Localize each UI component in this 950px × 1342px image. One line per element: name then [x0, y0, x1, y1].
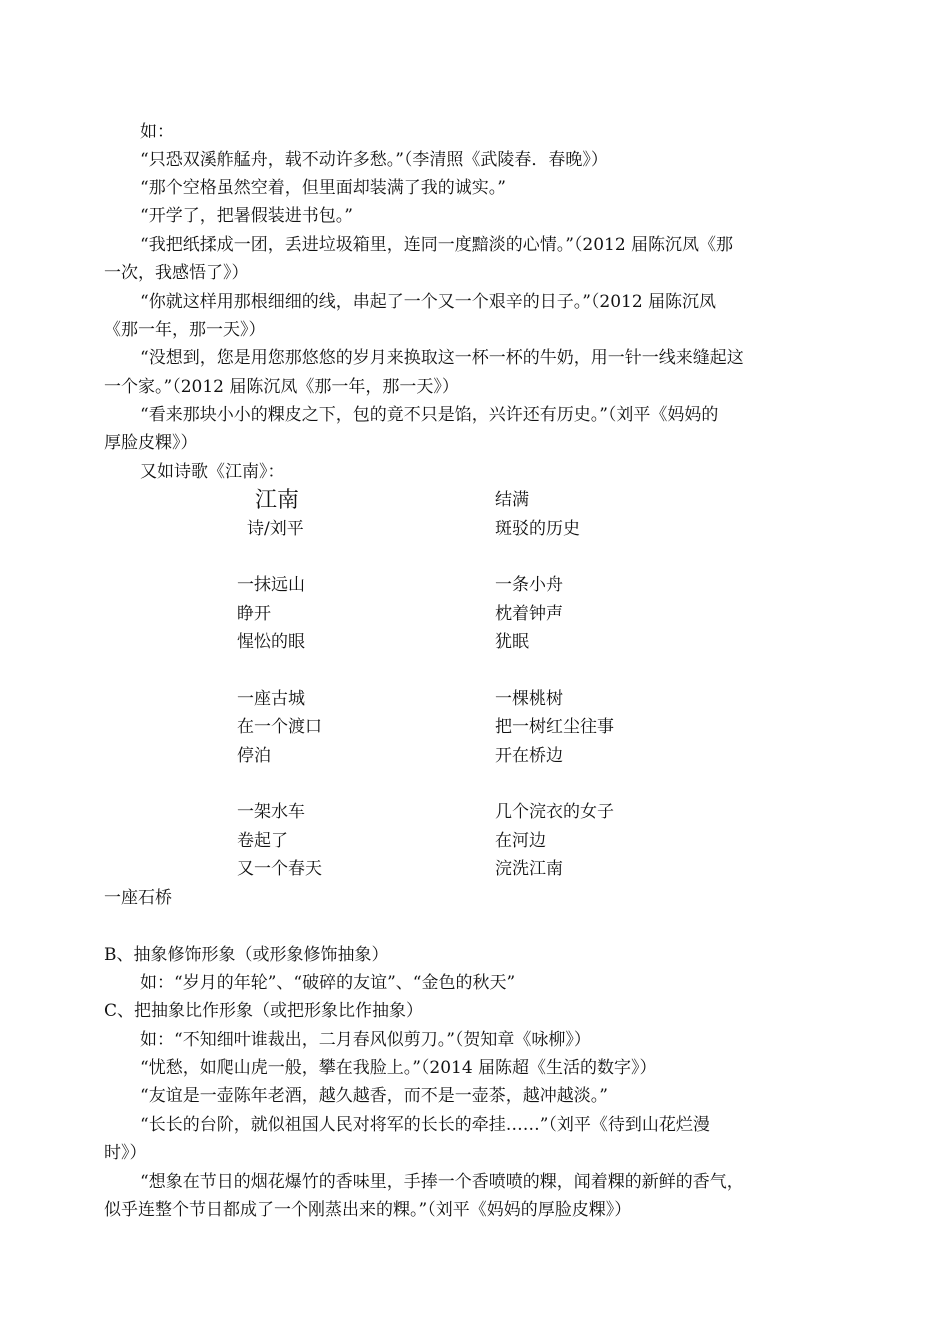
text-line: 《那一年，那一天》） [104, 320, 266, 340]
poem-author: 诗/刘平 [247, 519, 304, 539]
text-line: 厚脸皮粿》） [104, 433, 198, 453]
text-line: “那个空格虽然空着，但里面却装满了我的诚实。” [140, 178, 506, 198]
poem-line: 开在桥边 [495, 746, 563, 766]
poem-line: 又一个春天 [237, 859, 322, 879]
text-line: 一次，我感悟了》） [104, 263, 249, 283]
poem-line: 一座石桥 [104, 888, 172, 908]
text-line: 如：“不知细叶谁裁出，二月春风似剪刀。”（贺知章《咏柳》） [140, 1030, 591, 1050]
poem-line: 一架水车 [237, 802, 305, 822]
text-line: “长长的台阶，就似祖国人民对将军的长长的牵挂……”（刘平《待到山花烂漫 [140, 1115, 710, 1135]
poem-line: 卷起了 [237, 831, 288, 851]
text-line: 一个家。”（2012 届陈沉凤《那一年，那一天》） [104, 377, 459, 397]
text-line: 如：“岁月的年轮”、“破碎的友谊”、“金色的秋天” [140, 973, 516, 993]
poem-line: 一棵桃树 [495, 689, 563, 709]
text-line: “你就这样用那根细细的线，串起了一个又一个艰辛的日子。”（2012 届陈沉凤 [140, 292, 717, 312]
text-line: “我把纸揉成一团，丢进垃圾箱里，连同一度黯淡的心情。”（2012 届陈沉凤《那 [140, 235, 734, 255]
poem-line: 犹眠 [495, 632, 529, 652]
poem-line: 一条小舟 [495, 575, 563, 595]
poem-line: 把一树红尘往事 [495, 717, 614, 737]
text-line: “开学了，把暑假装进书包。” [140, 206, 353, 226]
poem-line: 结满 [495, 490, 529, 510]
poem-line: 枕着钟声 [495, 604, 563, 624]
poem-line: 几个浣衣的女子 [495, 802, 614, 822]
text-line: “看来那块小小的粿皮之下，包的竟不只是馅，兴许还有历史。”（刘平《妈妈的 [140, 405, 719, 425]
poem-line: 一抹远山 [237, 575, 305, 595]
text-line: 又如诗歌《江南》： [140, 462, 285, 482]
text-line: “想象在节日的烟花爆竹的香味里，手捧一个香喷喷的粿，闻着粿的新鲜的香气， [140, 1172, 744, 1192]
text-line: 似乎连整个节日都成了一个刚蒸出来的粿。”（刘平《妈妈的厚脸皮粿》） [104, 1200, 632, 1220]
text-line: “友谊是一壶陈年老酒，越久越香，而不是一壶茶，越冲越淡。” [140, 1086, 608, 1106]
poem-line: 浣洗江南 [495, 859, 563, 879]
text-line: 时》） [104, 1143, 147, 1163]
text-line: “没想到，您是用您那悠悠的岁月来换取这一杯一杯的牛奶，用一针一线来缝起这 [140, 348, 744, 368]
poem-line: 惺忪的眼 [237, 632, 305, 652]
poem-line: 在河边 [495, 831, 546, 851]
section-heading: C、把抽象比作形象（或把形象比作抽象） [104, 1001, 424, 1021]
poem-line: 在一个渡口 [237, 717, 322, 737]
poem-title: 江南 [255, 488, 300, 513]
text-line: “只恐双溪舴艋舟，载不动许多愁。”（李清照《武陵春．春晚》） [140, 150, 608, 170]
section-heading: B、抽象修饰形象（或形象修饰抽象） [104, 945, 389, 965]
text-line: “忧愁，如爬山虎一般，攀在我脸上。”（2014 届陈超《生活的数字》） [140, 1058, 657, 1078]
poem-line: 斑驳的历史 [495, 519, 580, 539]
poem-line: 一座古城 [237, 689, 305, 709]
text-line: 如： [140, 122, 174, 142]
poem-line: 停泊 [237, 746, 271, 766]
poem-line: 睁开 [237, 604, 271, 624]
